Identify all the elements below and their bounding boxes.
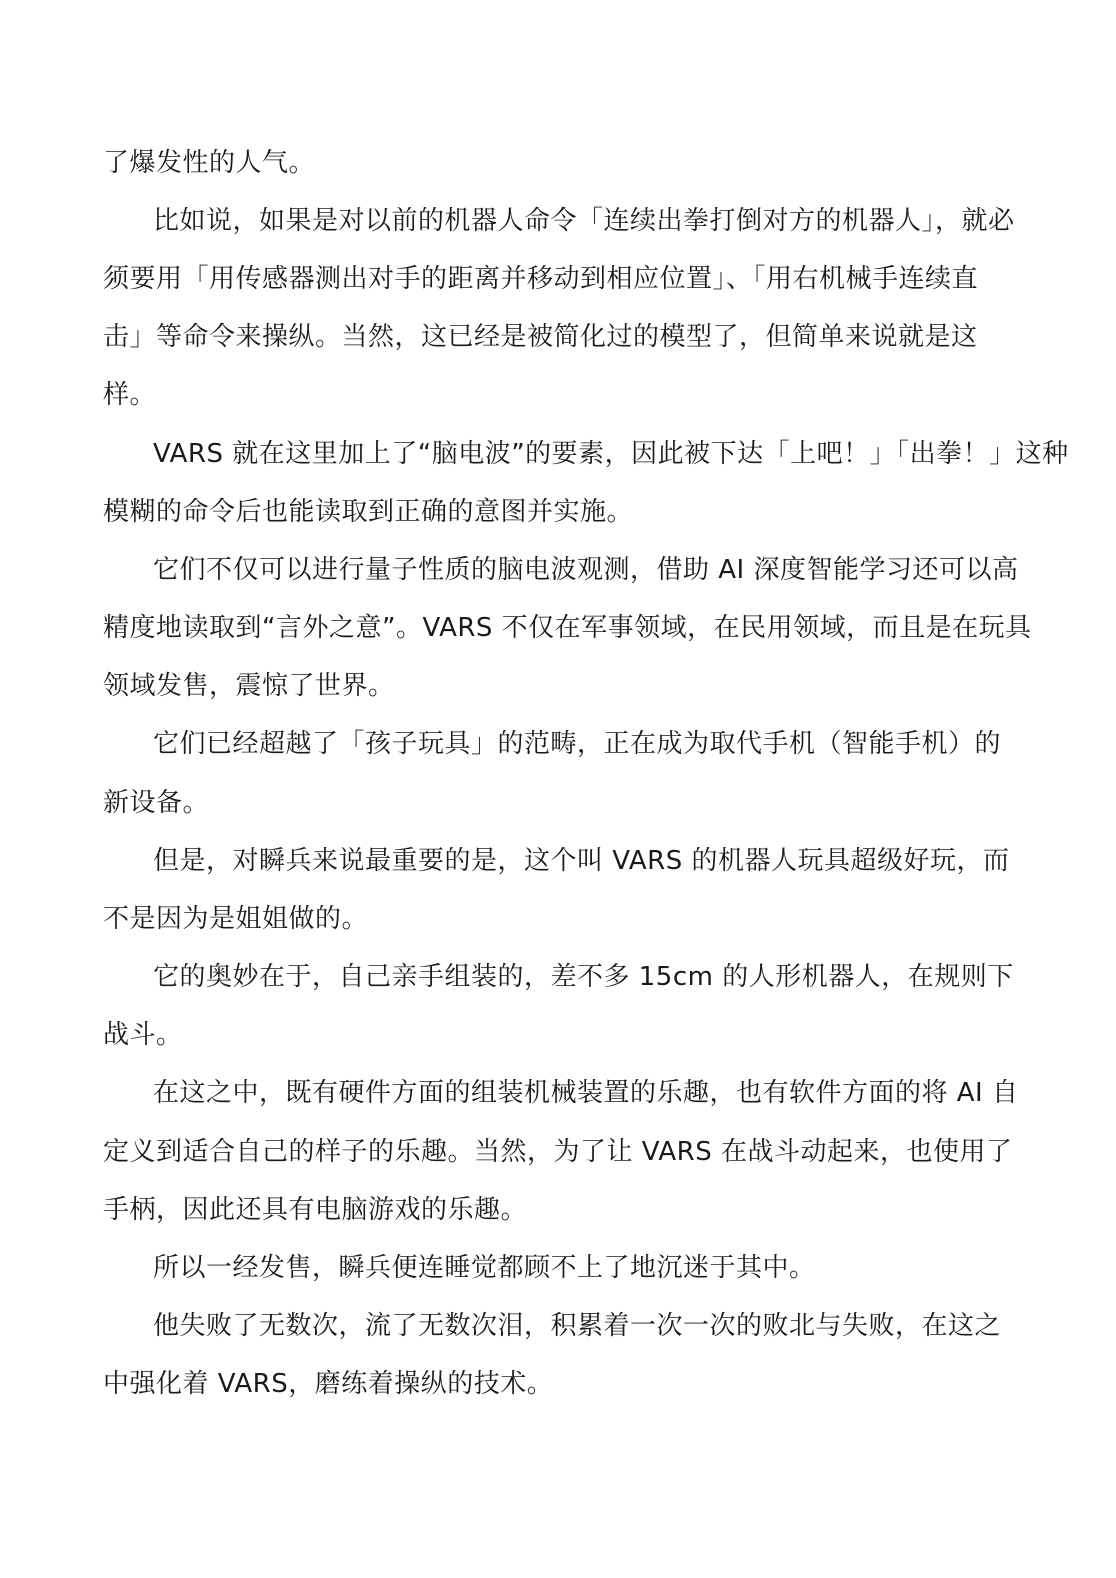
text-line: 他失败了无数次，流了无数次泪，积累着一次一次的败北与失败，在这之: [153, 1311, 1002, 1341]
text-line: 但是，对瞬兵来说最重要的是，这个叫 VARS 的机器人玩具超级好玩，而: [153, 846, 1010, 876]
text-line: 须要用「用传感器测出对手的距离并移动到相应位置」、「用右机械手连续直: [103, 264, 979, 294]
text-line: 在这之中，既有硬件方面的组装机械装置的乐趣，也有软件方面的将 AI 自: [153, 1078, 1019, 1108]
text-line: 模糊的命令后也能读取到正确的意图并实施。: [103, 497, 634, 527]
text-line: 定义到适合自己的样子的乐趣。当然，为了让 VARS 在战斗动起来，也使用了: [103, 1137, 1013, 1167]
text-line: 样。: [103, 380, 157, 410]
text-line: 中强化着 VARS，磨练着操纵的技术。: [103, 1369, 554, 1399]
text-line: 手柄，因此还具有电脑游戏的乐趣。: [103, 1195, 528, 1225]
text-line: 它的奥妙在于，自己亲手组装的，差不多 15cm 的人形机器人，在规则下: [153, 962, 1014, 992]
text-line: 它们已经超越了「孩子玩具」的范畴，正在成为取代手机（智能手机）的: [153, 729, 1002, 759]
text-line: 不是因为是姐姐做的。: [103, 904, 369, 934]
text-line: 了爆发性的人气。: [103, 148, 316, 178]
text-line: 比如说，如果是对以前的机器人命令「连续出拳打倒对方的机器人」，就必: [153, 206, 1015, 236]
text-line: 领域发售，震惊了世界。: [103, 671, 395, 701]
text-line: 所以一经发售，瞬兵便连睡觉都顾不上了地沉迷于其中。: [153, 1253, 816, 1283]
text-line: 击」等命令来操纵。当然，这已经是被简化过的模型了，但简单来说就是这: [103, 322, 978, 352]
text-line: VARS 就在这里加上了“脑电波”的要素，因此被下达「上吧！」「出拳！」这种: [153, 439, 1069, 469]
text-line: 它们不仅可以进行量子性质的脑电波观测，借助 AI 深度智能学习还可以高: [153, 555, 1019, 585]
text-line: 精度地读取到“言外之意”。VARS 不仅在军事领域，在民用领域，而且是在玩具: [103, 613, 1032, 643]
text-line: 新设备。: [103, 788, 210, 818]
text-line: 战斗。: [103, 1020, 183, 1050]
